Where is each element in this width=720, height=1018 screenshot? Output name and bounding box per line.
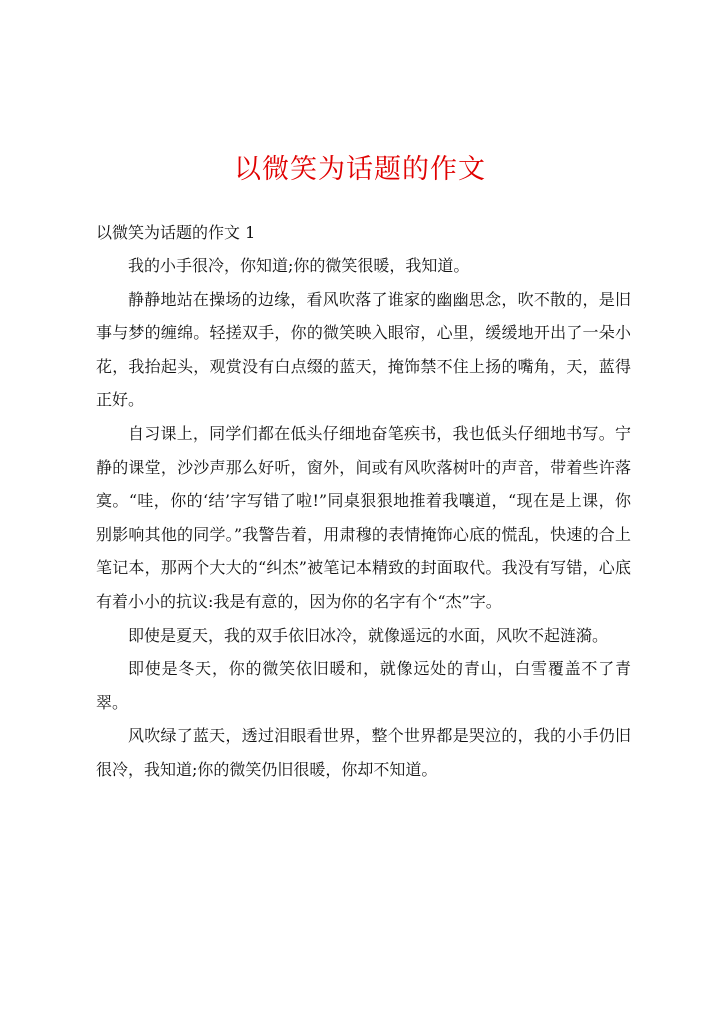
paragraph-5: 即使是冬天，你的微笑依旧暖和，就像远处的青山，白雪覆盖不了青翠。 (96, 659, 631, 712)
paragraph-4: 即使是夏天，我的双手依旧冰冷，就像遥远的水面，风吹不起涟漪。 (128, 625, 609, 645)
document-body (96, 216, 631, 787)
paragraph-2: 静静地站在操场的边缘，看风吹落了谁家的幽幽思念，吹不散的，是旧事与梦的缠绵。轻搓双手，你的微笑映入眼帘，心里，缓缓地开出了一朵小花，我抬起头，观赏没有白点缀的蓝天，掩饰禁不住上扬的嘴角，天，蓝得正好。 (96, 289, 631, 410)
essay-subtitle: 以微笑为话题的作文 1 (96, 223, 256, 242)
document-title: 以微笑为话题的作文 (234, 154, 486, 185)
paragraph-6: 风吹绿了蓝天，透过泪眼看世界，整个世界都是哭泣的，我的小手仍旧很冷，我知道;你的微笑仍旧很暖，你却不知道。 (96, 726, 631, 779)
paragraph-1: 我的小手很冷，你知道;你的微笑很暖，我知道。 (128, 256, 470, 275)
paragraph-3: 自习课上，同学们都在低头仔细地奋笔疾书，我也低头仔细地书写。宁静的课堂，沙沙声那么好听，窗外，间或有风吹落树叶的声音，带着些许落寞。“哇，你的‘结’字写错了啦!”同桌狠狠地推着我嚷道，“现在是上课，你别影响其他的同学。”我警告着，用肃穆的表情掩饰心底的慌乱，快速的合上笔记本，那两个大大的“纠杰”被笔记本精致的封面取代。我没有写错，心底有着小小的抗议:我是有意的，因为你的名字有个“杰”字。 (96, 423, 631, 611)
